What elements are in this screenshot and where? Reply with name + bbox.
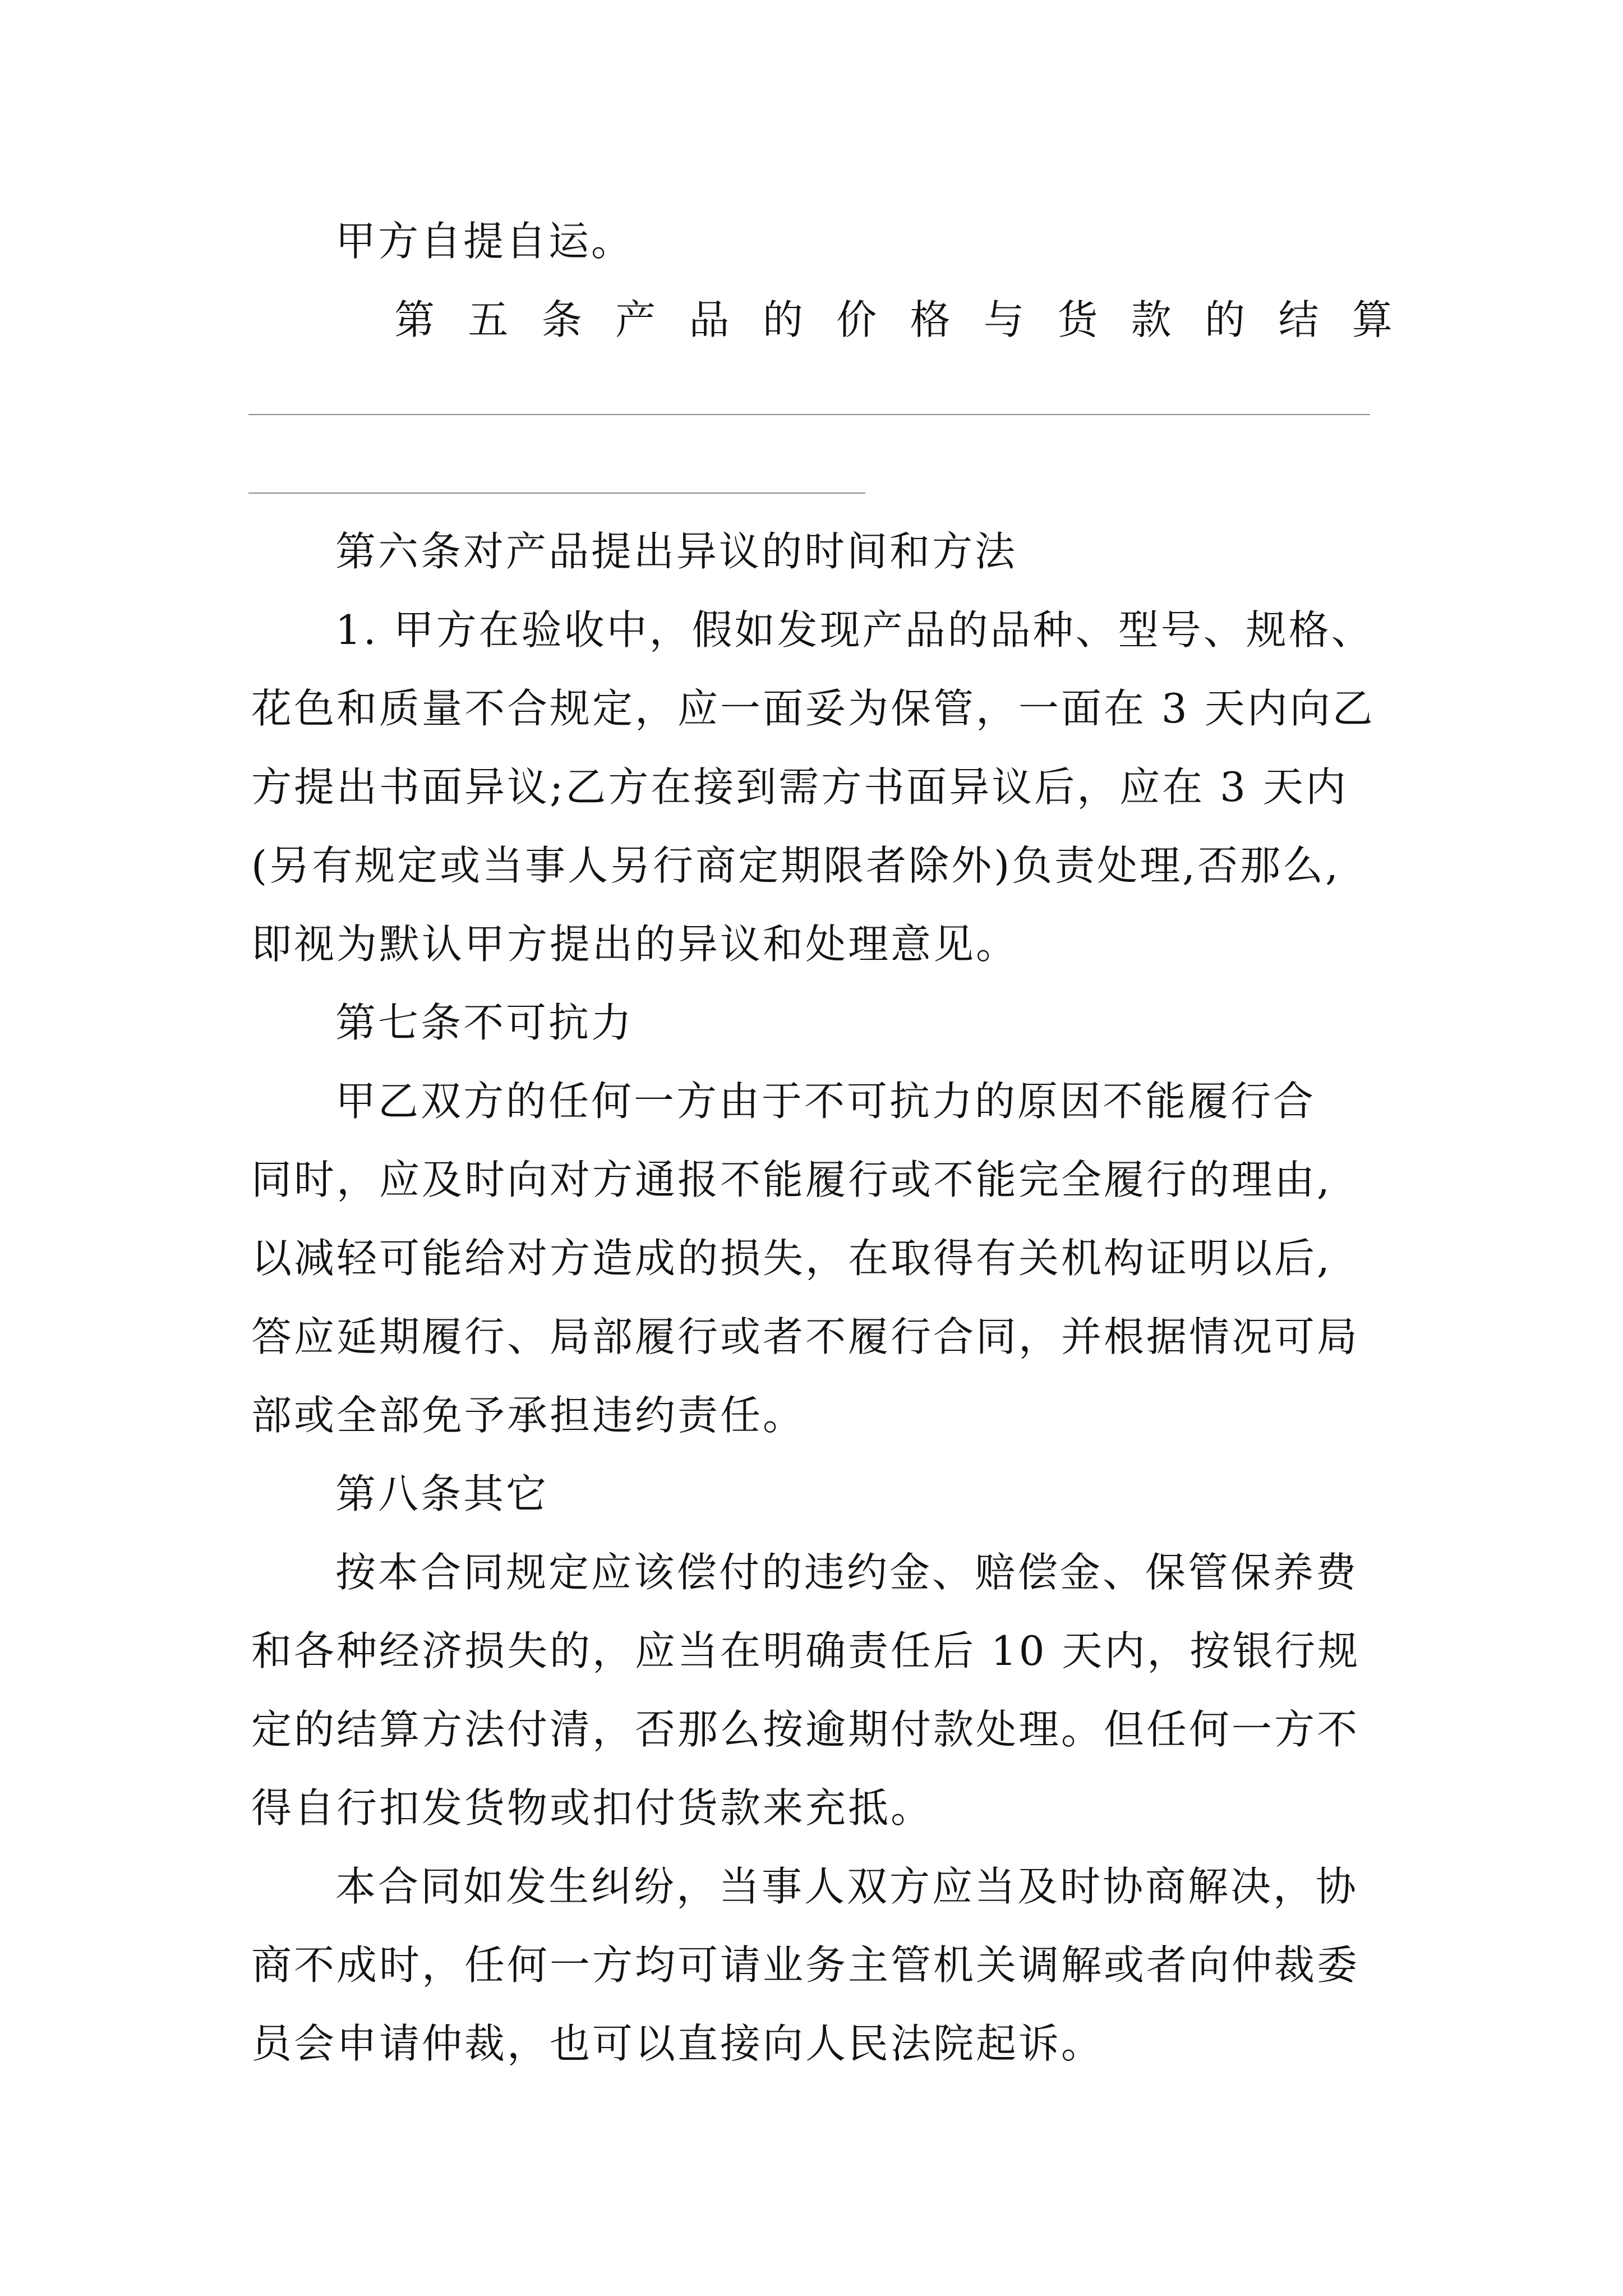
blank-fill-line [248, 414, 1370, 415]
paragraph-line: 甲方自提自运。 [335, 218, 634, 265]
heading-character: 格 [910, 296, 951, 343]
paragraph-line: 方提出书面异议;乙方在接到需方书面异议后，应在 3 天内 [251, 763, 1348, 811]
heading-character: 条 [541, 296, 582, 343]
heading-character: 算 [1352, 296, 1393, 343]
article-6-heading: 第六条对产品提出异议的时间和方法 [335, 528, 1018, 575]
heading-character: 与 [984, 296, 1025, 343]
paragraph-line: 答应延期履行、局部履行或者不履行合同，并根据情况可局 [251, 1313, 1360, 1360]
heading-character: 的 [762, 296, 803, 343]
article-8-heading: 第八条其它 [335, 1470, 549, 1517]
paragraph-line: 和各种经济损失的，应当在明确责任后 10 天内，按银行规 [251, 1627, 1361, 1674]
blank-fill-line [248, 493, 865, 494]
heading-character: 结 [1278, 296, 1319, 343]
paragraph-line: 员会申请仲裁，也可以直接向人民法院起诉。 [251, 2020, 1104, 2067]
paragraph-line: 花色和质量不合规定，应一面妥为保管，一面在 3 天内向乙 [251, 685, 1375, 732]
paragraph-line: 以减轻可能给对方造成的损失，在取得有关机构证明以后, [251, 1235, 1332, 1282]
heading-character: 款 [1131, 296, 1172, 343]
paragraph-line: 定的结算方法付清，否那么按逾期付款处理。但任何一方不 [251, 1706, 1360, 1753]
paragraph-line: 得自行扣发货物或扣付货款来充抵。 [251, 1784, 934, 1832]
article-5-heading [394, 292, 1393, 348]
heading-character: 货 [1057, 296, 1098, 343]
heading-character: 五 [468, 296, 509, 343]
paragraph-line: 1. 甲方在验收中，假如发现产品的品种、型号、规格、 [335, 606, 1374, 654]
heading-character: 产 [615, 296, 656, 343]
heading-character: 价 [836, 296, 877, 343]
heading-character: 的 [1205, 296, 1246, 343]
heading-character: 第 [394, 296, 435, 343]
paragraph-line: 商不成时，任何一方均可请业务主管机关调解或者向仲裁委 [251, 1941, 1360, 1989]
paragraph-line: 按本合同规定应该偿付的违约金、赔偿金、保管保养费 [335, 1549, 1359, 1596]
paragraph-line: 部或全部免予承担违约责任。 [251, 1392, 806, 1439]
article-7-heading: 第七条不可抗力 [335, 999, 634, 1046]
paragraph-line: 本合同如发生纠纷，当事人双方应当及时协商解决，协 [335, 1863, 1359, 1910]
paragraph-line: 甲乙双方的任何一方由于不可抗力的原因不能履行合 [335, 1078, 1316, 1125]
heading-character: 品 [689, 296, 730, 343]
paragraph-line: 同时，应及时向对方通报不能履行或不能完全履行的理由, [251, 1156, 1332, 1203]
paragraph-line: 即视为默认甲方提出的异议和处理意见。 [251, 921, 1019, 968]
paragraph-line: (另有规定或当事人另行商定期限者除外)负责处理,否那么, [251, 842, 1340, 889]
